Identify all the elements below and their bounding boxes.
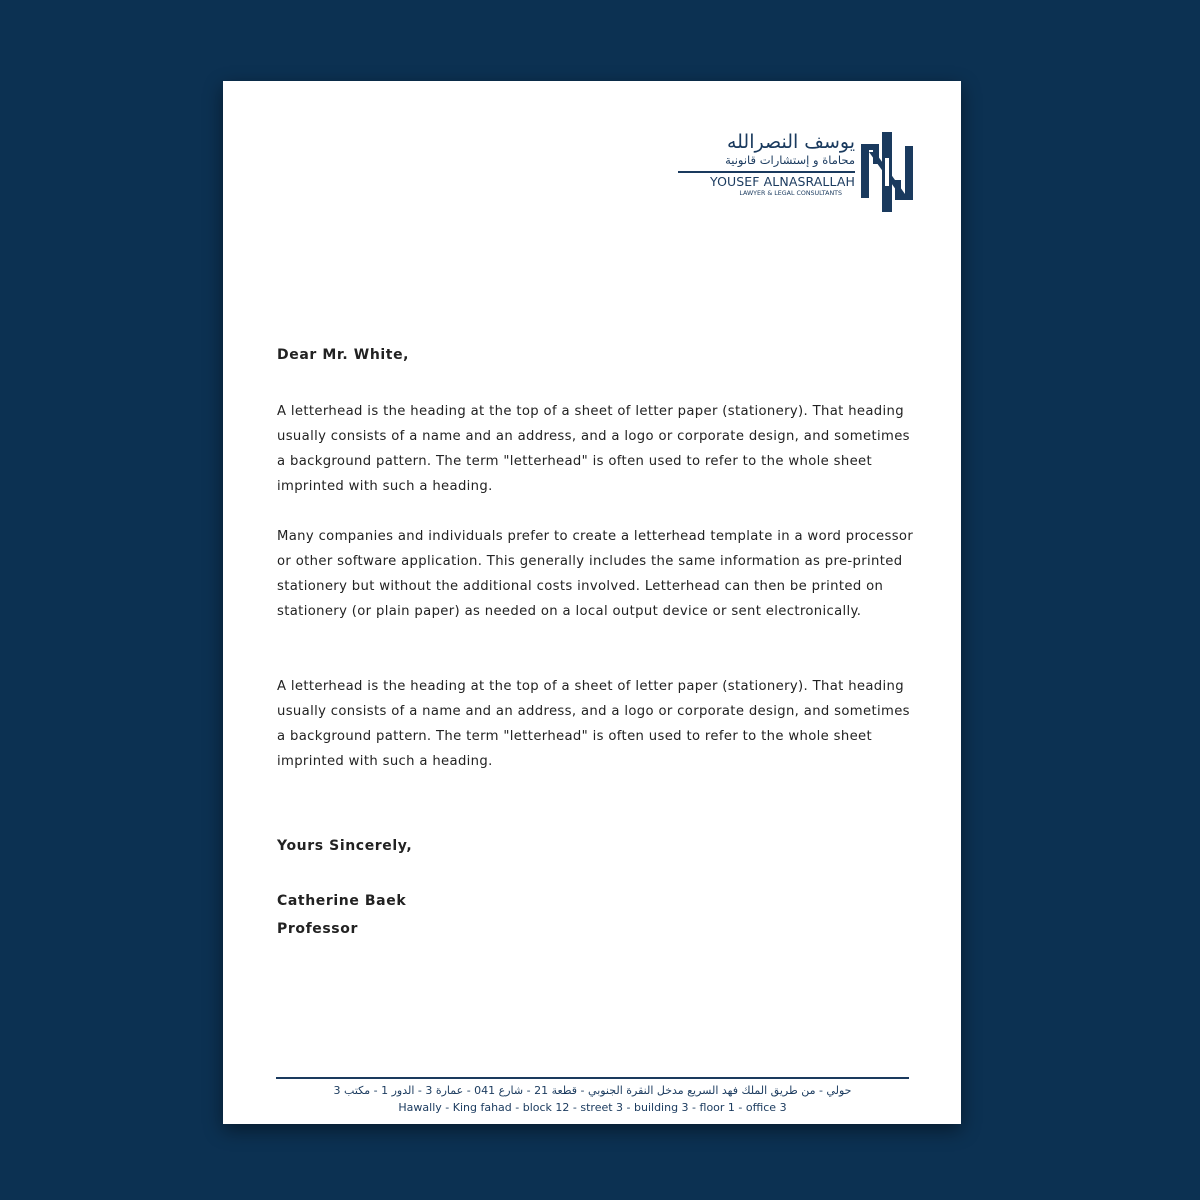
letter-paragraph: A letterhead is the heading at the top of a sheet of letter paper (stationery). That heading usually consists of a name and an address, and a logo or corporate design, and sometimes a background pattern. The term "letterhead" is often used to refer to the whole sheet imprinted with such a heading. xyxy=(277,404,910,494)
footer-address-arabic: حولي - من طريق الملك فهد السريع مدخل النقرة الجنوبي - قطعة 21 - شارع 041 - عمارة 3 - الدور 1 - مكتب 3 xyxy=(333,1084,852,1097)
salutation: Dear Mr. White, xyxy=(277,347,410,363)
footer-address-english: Hawally - King fahad - block 12 - street 3 - building 3 - floor 1 - office 3 xyxy=(398,1101,787,1114)
letterhead-sheet xyxy=(223,81,961,1124)
closing: Yours Sincerely, xyxy=(277,838,413,854)
logo-english-subtitle: LAWYER & LEGAL CONSULTANTS xyxy=(739,190,842,197)
logo-divider xyxy=(678,171,855,173)
letter-paragraph: A letterhead is the heading at the top of a sheet of letter paper (stationery). That heading usually consists of a name and an address, and a logo or corporate design, and sometimes a background pattern. The term "letterhead" is often used to refer to the whole sheet imprinted with such a heading. xyxy=(277,679,910,769)
yn-monogram-icon xyxy=(861,132,913,212)
logo-arabic-subtitle: محاماة و إستشارات قانونية xyxy=(725,153,855,167)
signer-title: Professor xyxy=(277,921,358,937)
footer-divider xyxy=(276,1077,909,1079)
logo-english-name: YOUSEF ALNASRALLAH xyxy=(710,174,855,189)
signer-name: Catherine Baek xyxy=(277,893,407,909)
letter-paragraph: Many companies and individuals prefer to create a letterhead template in a word processor or other software application. This generally includes the same information as pre-printed stationery but without the additional costs involved. Letterhead can then be printed on stationery (or plain paper) as needed on a local output device or sent electronically. xyxy=(277,529,914,619)
logo-arabic-name: يوسف النصرالله xyxy=(726,131,855,153)
company-logo xyxy=(673,131,913,213)
